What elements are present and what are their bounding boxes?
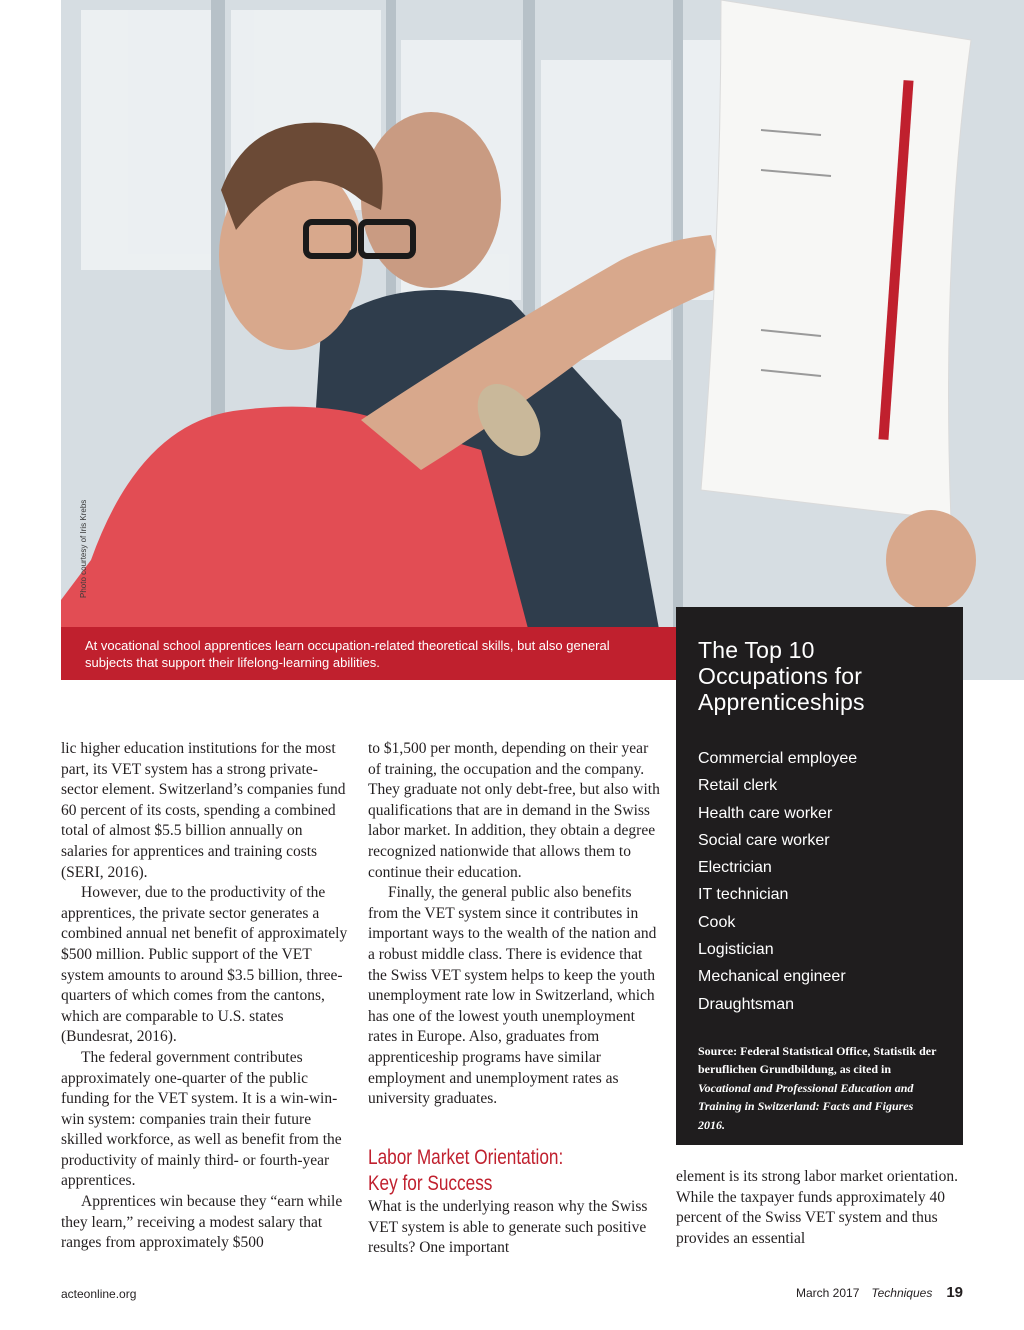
list-item: Retail clerk [698, 777, 778, 795]
article-column-2 [368, 739, 660, 1110]
article-column-3 [676, 1167, 966, 1249]
photo-illustration [61, 0, 1024, 680]
list-item: Social care worker [698, 831, 830, 849]
sidebar-source [698, 1042, 943, 1135]
footer-magazine: Techniques [871, 1286, 933, 1300]
paragraph: Finally, the general public also benefits from the VET system since it contributes in important ways to the wealth of the nation and a robust middle class. There is evidence that the Swiss VET system helps to keep the youth unemployment rate low in Switzerland, which has one of the lowest youth unemployment rates in Europe. Also, graduates from apprenticeship programs have similar employment and unemployment rates as university graduates. [368, 884, 657, 1108]
section-heading-line: Labor Market Orientation: [368, 1146, 564, 1169]
paragraph: element is its strong labor market orientation. While the taxpayer funds approximately 40 percent of the Swiss VET system and thus provides an essential [676, 1168, 958, 1247]
paragraph: lic higher education institutions for the most part, its VET system has a strong private-sector element. Switzerland’s companies fund 60 percent of its costs, spending a combined total of almost $5.5 billion annually on salaries for apprentices and training costs (SERI, 2016). [61, 740, 346, 881]
paragraph: However, due to the productivity of the apprentices, the private sector generates a combined annual net benefit of approximately $500 million. Public support of the VET system amounts to around $3.5 billion, three-quarters of which comes from the cantons, which are comparable to U.S. states (Bundesrat, 2016). [61, 884, 348, 1046]
article-photo [61, 0, 1024, 680]
photo-credit: Photo courtesy of Iris Krebs [79, 499, 88, 598]
list-item: Health care worker [698, 804, 833, 822]
footer-website: acteonline.org [61, 1287, 137, 1301]
occupation-list [698, 745, 943, 1018]
paragraph: The federal government contributes approximately one-quarter of the public funding for the VET system. It is a win-win-win system: companies train their future skilled workforce, as well as benefit from the productivity of mainly third- or fourth-year apprentices. [61, 1048, 342, 1190]
section-heading [368, 1145, 607, 1197]
list-item: IT technician [698, 886, 789, 904]
list-item: Mechanical engineer [698, 968, 846, 986]
list-item: Draughtsman [698, 995, 795, 1013]
paragraph: What is the underlying reason why the Swiss VET system is able to generate such positive results? One important [368, 1198, 648, 1257]
page-number: 19 [946, 1284, 963, 1301]
source-publication-title: Vocational and Professional Education and Training in Switzerland: Facts and Figures 2016. [698, 1080, 914, 1132]
paragraph: Apprentices win because they “earn while they learn,” receiving a modest salary that ranges from approximately $500 [61, 1193, 343, 1252]
sidebar-title: The Top 10 Occupations for Apprenticeships [698, 637, 865, 715]
article-column-1 [61, 739, 351, 1254]
section-heading-line: Key for Success [368, 1172, 493, 1195]
source-prefix: Source: Federal Statistical Office, Statistik der beruflichen Grundbildung, as cited in [698, 1043, 937, 1077]
footer-folio [796, 1284, 963, 1301]
list-item: Electrician [698, 859, 772, 877]
list-item: Logistician [698, 941, 774, 959]
paragraph: to $1,500 per month, depending on their year of training, the occupation and the company. They graduate not only debt-free, but also with qualifications that are in demand in the Swiss labor market. In addition, they obtain a degree recognized nationwide that allows them to continue their education. [368, 740, 660, 881]
list-item: Cook [698, 913, 736, 931]
photo-caption: At vocational school apprentices learn occupation-related theoretical skills, but also general subjects that support their lifelong-learning abilities. [61, 627, 676, 680]
top-occupations-sidebar [676, 607, 963, 1145]
article-column-2-continued [368, 1197, 660, 1259]
list-item: Commercial employee [698, 750, 858, 767]
footer-date: March 2017 [796, 1286, 860, 1300]
